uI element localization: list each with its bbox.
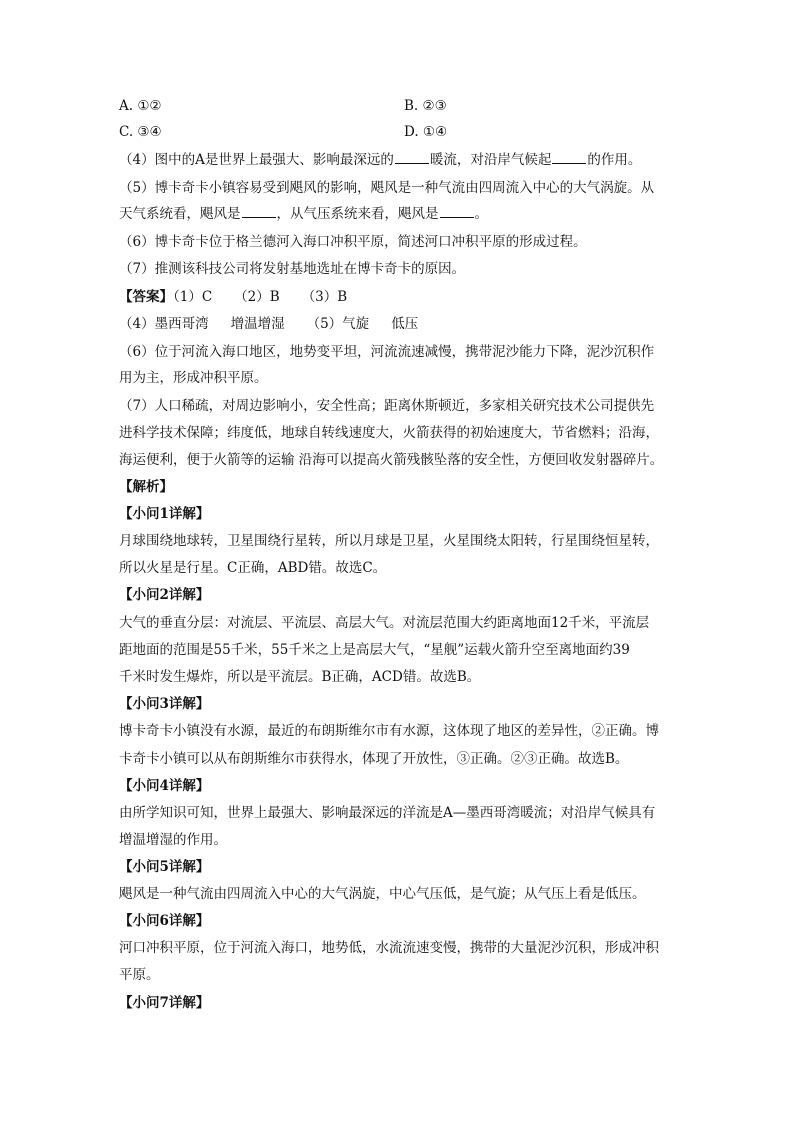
sub-question-3-line-2: 卡奇卡小镇可以从布朗斯维尔市获得水，体现了开放性，③正确。②③正确。故选B。 bbox=[119, 751, 629, 767]
sub-question-4-line-1: 由所学知识可知，世界上最强大、影响最深远的洋流是A—墨西哥湾暖流；对沿岸气候具有 bbox=[119, 805, 656, 821]
sub-question-7-title: 【小问7详解】 bbox=[119, 995, 210, 1011]
question-4: （4）图中的A是世界上最强大、影响最深远的 暖流，对沿岸气候起 的作用。 bbox=[119, 152, 642, 168]
answer-line-1: 【答案】（1）C （2）B （3）B bbox=[119, 289, 348, 305]
answer-blank[interactable] bbox=[552, 151, 586, 164]
answer-6-line-2: 用为主，形成冲积平原。 bbox=[119, 370, 268, 386]
option-a: A. ①② bbox=[119, 98, 162, 114]
question-6: （6）博卡奇卡位于格兰德河入海口冲积平原，简述河口冲积平原的形成过程。 bbox=[119, 234, 587, 250]
answer-7-line-1: （7）人口稀疏，对周边影响小，安全性高；距离休斯顿近，多家相关研究技术公司提供先 bbox=[119, 398, 655, 414]
sub-question-2-line-3: 千米时发生爆炸，所以是平流层。B正确，ACD错。故选B。 bbox=[119, 669, 481, 685]
answer-blank[interactable] bbox=[440, 205, 474, 218]
option-b: B. ②③ bbox=[404, 98, 447, 114]
answer-blank[interactable] bbox=[242, 205, 276, 218]
sub-question-2-line-1: 大气的垂直分层：对流层、平流层、高层大气。对流层范围大约距离地面12千米，平流层 bbox=[119, 615, 650, 631]
question-5-line-2: 天气系统看，飓风是 ，从气压系统来看，飓风是 。 bbox=[119, 206, 488, 222]
sub-question-1-line-2: 所以火星是行星。C正确，ABD错。故选C。 bbox=[119, 560, 387, 576]
analysis-label: 【解析】 bbox=[119, 479, 173, 495]
sub-question-1-line-1: 月球围绕地球转，卫星围绕行星转，所以月球是卫星，火星围绕太阳转，行星围绕恒星转， bbox=[119, 533, 659, 549]
option-c: C. ③④ bbox=[119, 124, 162, 140]
answer-label: 【答案】 bbox=[119, 289, 173, 305]
sub-question-2-line-2: 距地面的范围是55千米，55千米之上是高层大气，“星舰”运载火箭升空至离地面约39 bbox=[119, 642, 630, 658]
sub-question-3-line-1: 博卡奇卡小镇没有水源，最近的布朗斯维尔市有水源，这体现了地区的差异性，②正确。博 bbox=[119, 723, 659, 739]
sub-question-4-title: 【小问4详解】 bbox=[119, 778, 210, 794]
sub-question-6-line-1: 河口冲积平原，位于河流入海口，地势低，水流流速变慢，携带的大量泥沙沉积，形成冲积 bbox=[119, 940, 659, 956]
answer-blank[interactable] bbox=[395, 151, 429, 164]
sub-question-5-line-1: 飓风是一种气流由四周流入中心的大气涡旋，中心气压低，是气旋；从气压上看是低压。 bbox=[119, 886, 646, 902]
sub-question-2-title: 【小问2详解】 bbox=[119, 587, 210, 603]
sub-question-3-title: 【小问3详解】 bbox=[119, 696, 210, 712]
sub-question-6-title: 【小问6详解】 bbox=[119, 913, 210, 929]
sub-question-4-line-2: 增温增湿的作用。 bbox=[119, 832, 227, 848]
answer-7-line-2: 进科学技术保障；纬度低，地球自转线速度大，火箭获得的初始速度大，节省燃料；沿海， bbox=[119, 425, 659, 441]
sub-question-1-title: 【小问1详解】 bbox=[119, 506, 210, 522]
sub-question-5-title: 【小问5详解】 bbox=[119, 859, 210, 875]
question-7: （7）推测该科技公司将发射基地选址在博卡奇卡的原因。 bbox=[119, 261, 466, 277]
answer-7-line-3: 海运便利，便于火箭等的运输 沿海可以提高火箭残骸坠落的安全性，方便回收发射器碎片。 bbox=[119, 452, 664, 468]
option-d: D. ①④ bbox=[404, 124, 448, 140]
answer-6-line-1: （6）位于河流入海口地区，地势变平坦，河流流速减慢，携带泥沙能力下降，泥沙沉积作 bbox=[119, 344, 655, 360]
sub-question-6-line-2: 平原。 bbox=[119, 967, 160, 983]
question-5-line-1: （5）博卡奇卡小镇容易受到飓风的影响，飓风是一种气流由四周流入中心的大气涡旋。从 bbox=[119, 180, 655, 196]
answer-line-2: （4）墨西哥湾 增温增湿 （5）气旋 低压 bbox=[119, 316, 419, 332]
